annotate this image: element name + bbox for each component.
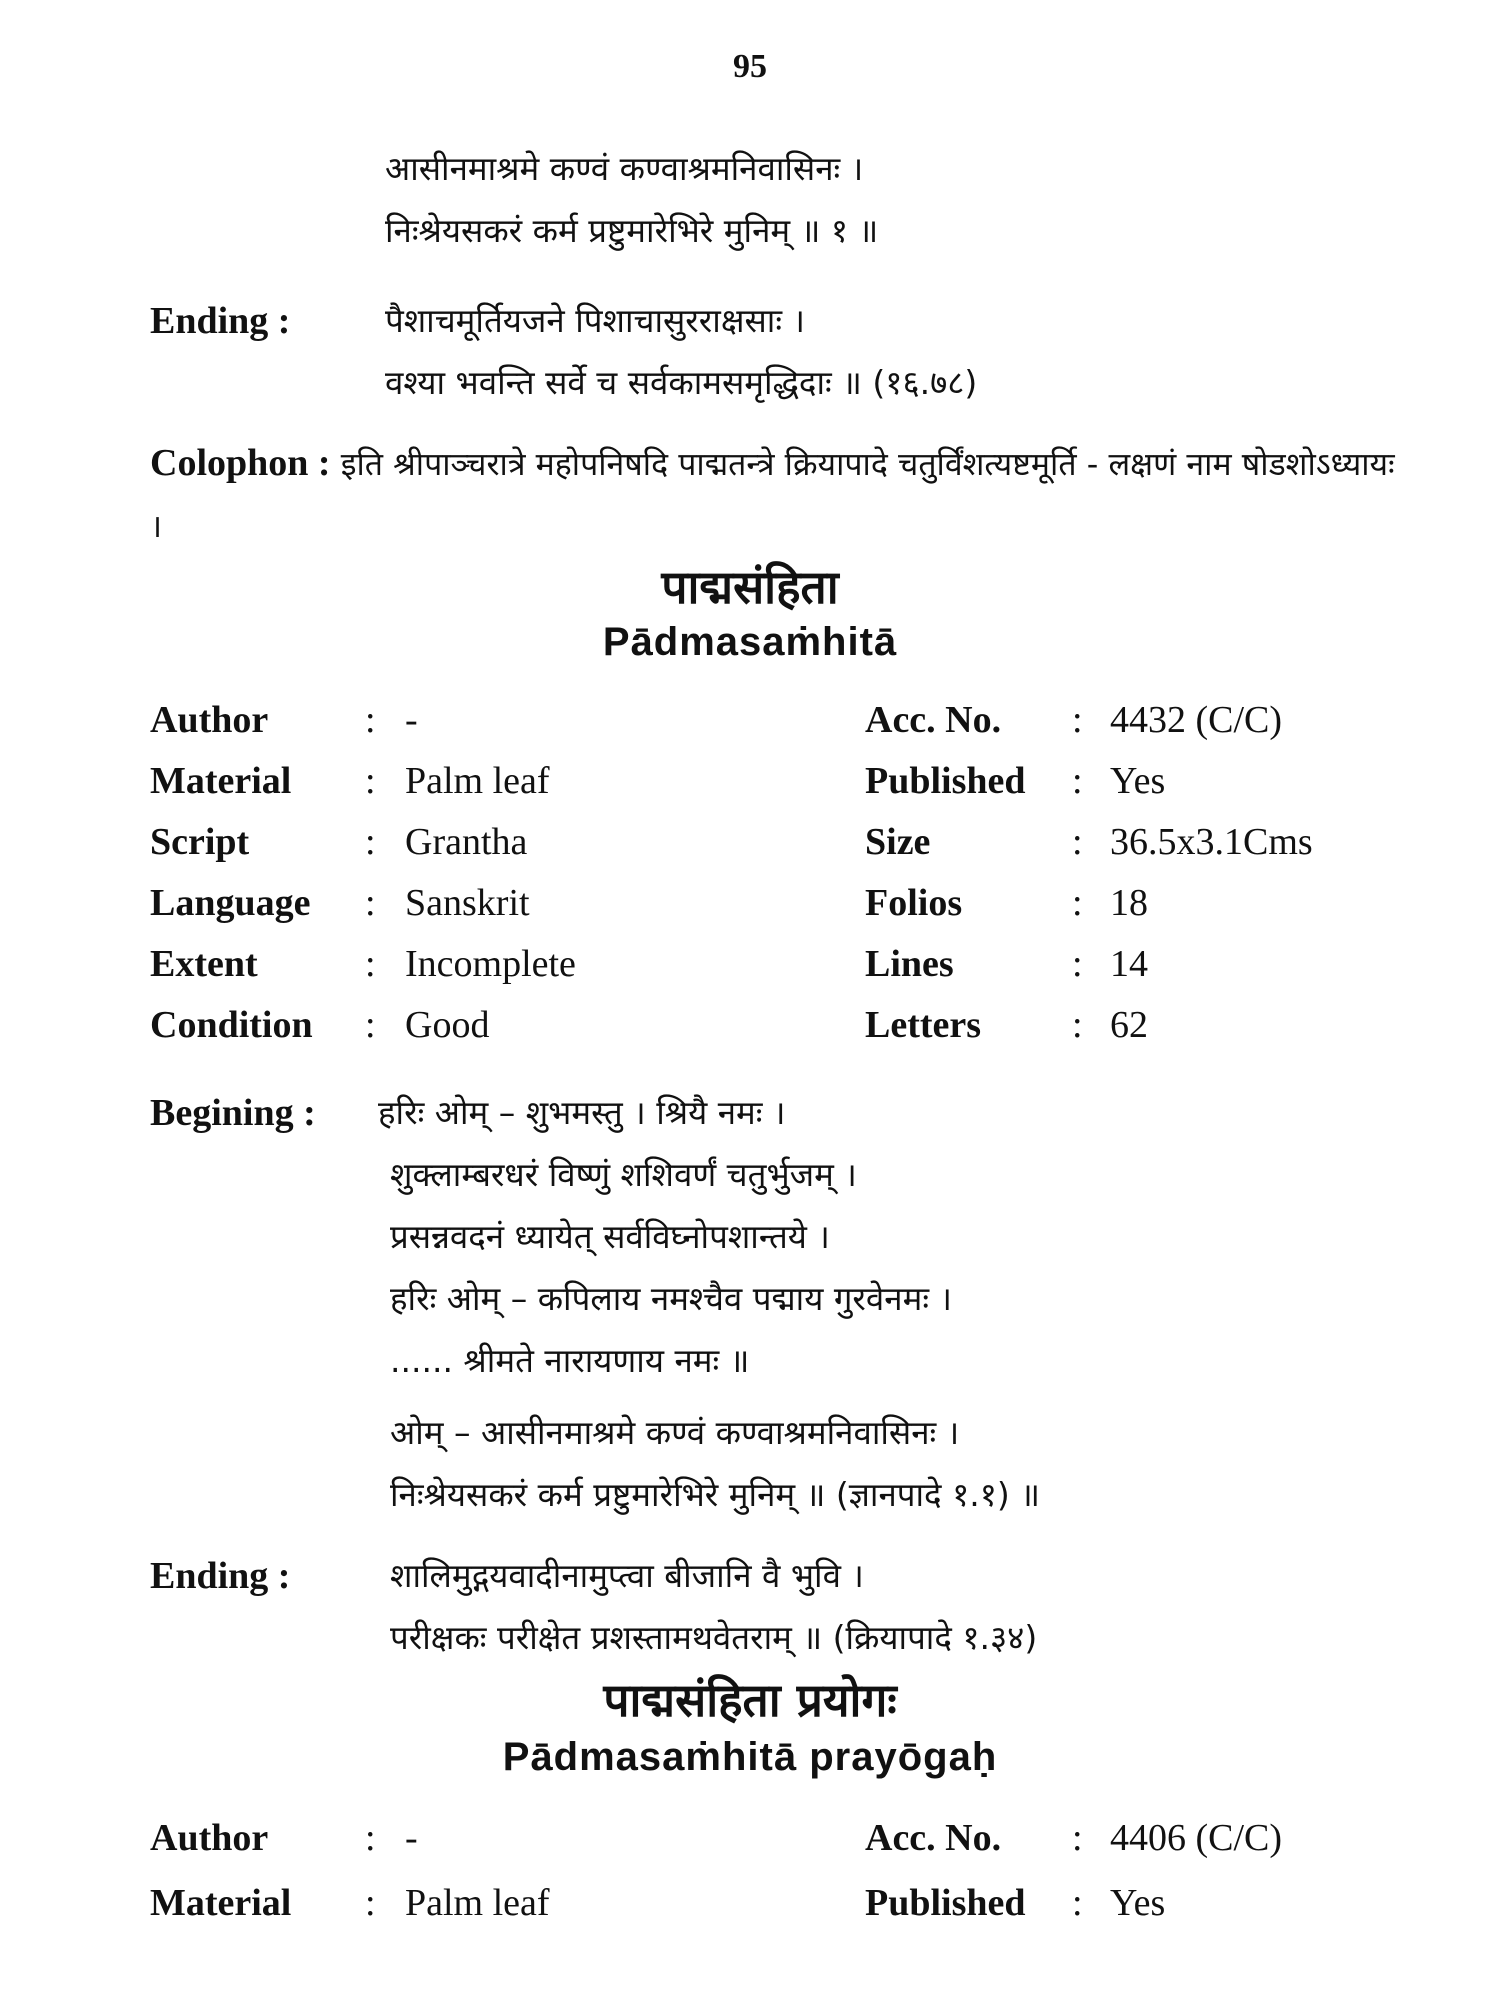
meta-value: Sanskrit: [405, 882, 530, 924]
meta-key: Condition: [150, 1004, 313, 1046]
meta-row: Extent : Incomplete Lines : 14: [150, 934, 1400, 995]
verse-line: परीक्षकः परीक्षेत प्रशस्तामथवेतराम् ॥ (क्रियापादे १.३४): [390, 1618, 1038, 1657]
meta-key: Published: [865, 1882, 1026, 1924]
ending-label: Ending :: [150, 1555, 291, 1597]
meta-value: Yes: [1110, 760, 1166, 802]
meta-key: Acc. No.: [865, 1817, 1002, 1859]
meta-value: Palm leaf: [405, 1882, 550, 1924]
verse-line: हरिः ओम् – शुभमस्तु । श्रियै नमः ।: [378, 1093, 786, 1132]
verse-line: निःश्रेयसकरं कर्म प्रष्टुमारेभिरे मुनिम् ॥ १ ॥: [385, 211, 879, 250]
meta-key: Author: [150, 1817, 269, 1859]
verse-line: वश्या भवन्ति सर्वे च सर्वकामसमृद्धिदाः ॥ (१६.७८): [385, 363, 978, 402]
beginning-verse-first-line: [378, 1082, 785, 1144]
meta-value: 62: [1110, 1004, 1148, 1046]
meta-key: Size: [865, 821, 931, 863]
meta-row: Author : - Acc. No. : 4432 (C/C): [150, 690, 1400, 751]
page-number: 95: [733, 48, 767, 85]
meta-key: Language: [150, 882, 311, 924]
beginning-verse: [390, 1144, 952, 1392]
verse-line: ओम् – आसीनमाश्रमे कण्वं कण्वाश्रमनिवासिनः ।: [390, 1413, 960, 1452]
verse-line: शालिमुद्गयवादीनामुप्त्वा बीजानि वै भुवि ।: [390, 1556, 864, 1595]
entry-title-latin: Pādmasaṁhitā: [602, 620, 898, 664]
meta-key: Published: [865, 760, 1026, 802]
meta-row: Script : Grantha Size : 36.5x3.1Cms: [150, 812, 1400, 873]
ending-label: Ending :: [150, 300, 291, 342]
entry-title-devanagari: पाद्मसंहिता: [661, 560, 839, 614]
verse-line: प्रसन्नवदनं ध्यायेत् सर्वविघ्नोपशान्तये ।: [390, 1217, 830, 1256]
meta-key: Author: [150, 699, 269, 741]
meta-row: Material : Palm leaf Published : Yes: [150, 751, 1400, 812]
verse-line: हरिः ओम् – कपिलाय नमश्चैव पद्माय गुरवेनमः ।: [390, 1279, 952, 1318]
ending-verse: [390, 1545, 1037, 1669]
meta-key: Lines: [865, 943, 954, 985]
meta-value: Palm leaf: [405, 760, 550, 802]
meta-key: Script: [150, 821, 250, 863]
verse-line: आसीनमाश्रमे कण्वं कण्वाश्रमनिवासिनः ।: [385, 149, 864, 188]
meta-key: Material: [150, 1882, 292, 1924]
colophon-label: Colophon :: [150, 442, 331, 484]
entry-metadata: [150, 1808, 1400, 1938]
previous-beginning-verse: [385, 138, 878, 262]
meta-key: Letters: [865, 1004, 982, 1046]
entry-title-latin: Pādmasaṁhitā prayōgaḥ: [502, 1735, 998, 1779]
meta-row: Material : Palm leaf Published : Yes: [150, 1873, 1400, 1938]
entry-title-devanagari: पाद्मसंहिता प्रयोगः: [603, 1673, 897, 1727]
previous-ending-verse: [385, 290, 977, 414]
meta-row: Language : Sanskrit Folios : 18: [150, 873, 1400, 934]
verse-line: ...... श्रीमते नारायणाय नमः ॥: [390, 1341, 750, 1380]
meta-value: Grantha: [405, 821, 528, 863]
meta-value: -: [405, 699, 418, 741]
meta-key: Material: [150, 760, 292, 802]
meta-value: -: [405, 1817, 418, 1859]
meta-row: Author : - Acc. No. : 4406 (C/C): [150, 1808, 1400, 1873]
colophon: [150, 432, 1410, 557]
meta-row: Condition : Good Letters : 62: [150, 995, 1400, 1056]
meta-value: 4406 (C/C): [1110, 1817, 1283, 1859]
verse-line: निःश्रेयसकरं कर्म प्रष्टुमारेभिरे मुनिम् ॥ (ज्ञानपादे १.१) ॥: [390, 1475, 1041, 1514]
entry-metadata: [150, 690, 1400, 1056]
meta-value: Good: [405, 1004, 490, 1046]
meta-value: 14: [1110, 943, 1148, 985]
meta-value: Yes: [1110, 1882, 1166, 1924]
colophon-text: इति श्रीपाञ्चरात्रे महोपनिषदि पाद्मतन्त्रे क्रियापादे चतुर्विंशत्यष्टमूर्ति - लक्षणं नाम षोडशोऽध्यायः ।: [150, 445, 1395, 545]
meta-key: Extent: [150, 943, 258, 985]
meta-key: Folios: [865, 882, 963, 924]
verse-line: पैशाचमूर्तियजने पिशाचासुरराक्षसाः ।: [385, 301, 806, 340]
meta-value: Incomplete: [405, 943, 576, 985]
beginning-verse-2: [390, 1402, 1040, 1526]
meta-key: Acc. No.: [865, 699, 1002, 741]
verse-line: शुक्लाम्बरधरं विष्णुं शशिवर्णं चतुर्भुजम् ।: [390, 1155, 857, 1194]
meta-value: 18: [1110, 882, 1148, 924]
meta-value: 36.5x3.1Cms: [1110, 821, 1313, 863]
meta-value: 4432 (C/C): [1110, 699, 1283, 741]
beginning-label: Begining :: [150, 1092, 316, 1134]
